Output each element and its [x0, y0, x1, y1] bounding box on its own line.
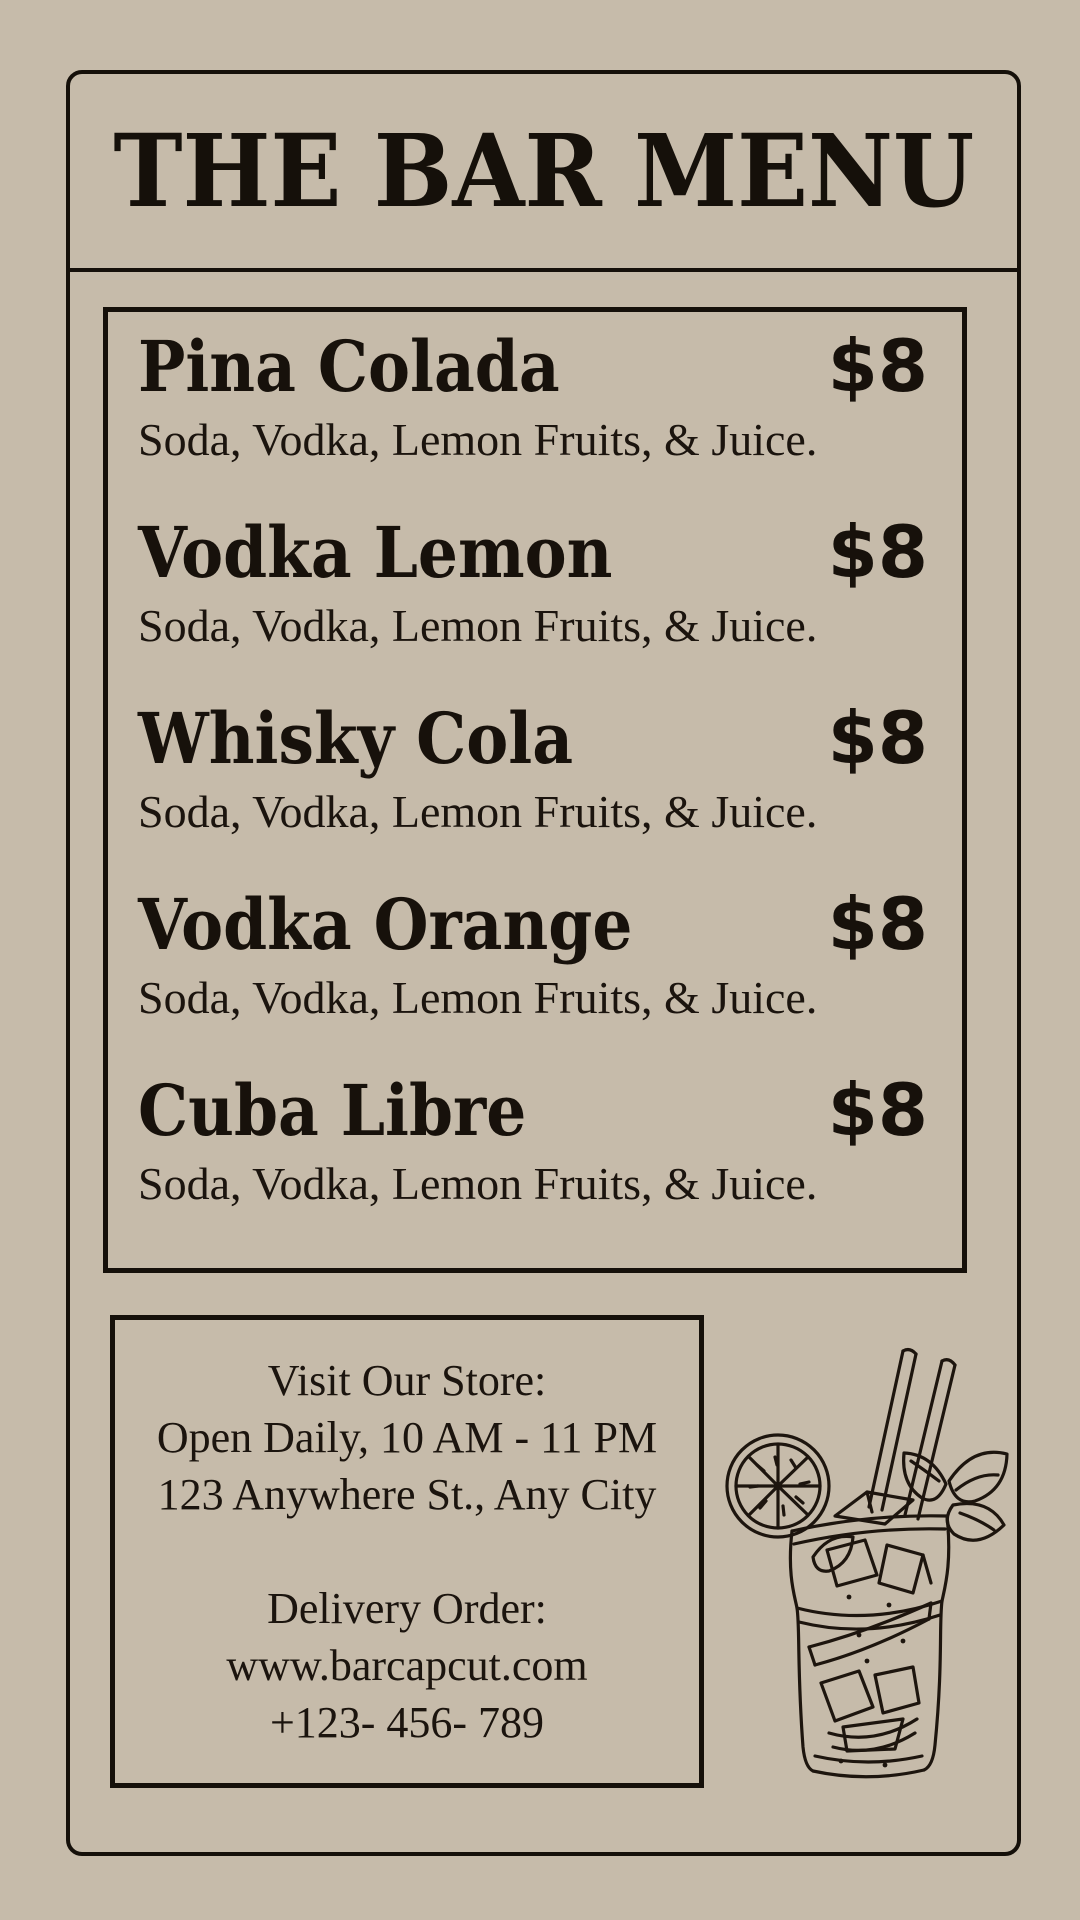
item-name: Vodka Lemon	[138, 511, 613, 594]
cocktail-glass-icon	[717, 1335, 1009, 1797]
menu-item-row	[138, 1068, 928, 1152]
item-price: $8	[827, 882, 928, 966]
item-price: $8	[827, 324, 928, 408]
item-name: Pina Colada	[138, 325, 560, 408]
menu-item-row	[138, 696, 928, 780]
store-heading: Visit Our Store:	[267, 1356, 547, 1405]
store-hours: Open Daily, 10 AM - 11 PM	[156, 1413, 658, 1462]
menu-list	[103, 307, 967, 1273]
store-phone: +123- 456- 789	[269, 1698, 545, 1747]
title-band	[70, 74, 1017, 272]
item-description: Soda, Vodka, Lemon Fruits, & Juice.	[138, 972, 818, 1023]
store-info-box	[110, 1315, 704, 1788]
item-price: $8	[827, 696, 928, 780]
page-title: THE BAR MENU	[113, 112, 974, 230]
item-name: Whisky Cola	[138, 697, 574, 780]
menu-item	[138, 696, 928, 838]
menu-item	[138, 510, 928, 652]
poster-frame	[66, 70, 1021, 1856]
menu-item	[138, 1068, 928, 1210]
item-price: $8	[827, 510, 928, 594]
menu-item	[138, 324, 928, 466]
item-description: Soda, Vodka, Lemon Fruits, & Juice.	[138, 1158, 818, 1209]
menu-item-row	[138, 882, 928, 966]
item-description: Soda, Vodka, Lemon Fruits, & Juice.	[138, 786, 818, 837]
item-name: Cuba Libre	[138, 1069, 527, 1152]
menu-item-row	[138, 324, 928, 408]
store-address: 123 Anywhere St., Any City	[157, 1470, 657, 1519]
item-description: Soda, Vodka, Lemon Fruits, & Juice.	[138, 414, 818, 465]
delivery-heading: Delivery Order:	[267, 1584, 547, 1633]
item-price: $8	[827, 1068, 928, 1152]
store-website: www.barcapcut.com	[226, 1641, 588, 1690]
item-description: Soda, Vodka, Lemon Fruits, & Juice.	[138, 600, 818, 651]
menu-item-row	[138, 510, 928, 594]
item-name: Vodka Orange	[138, 883, 633, 966]
menu-item	[138, 882, 928, 1024]
